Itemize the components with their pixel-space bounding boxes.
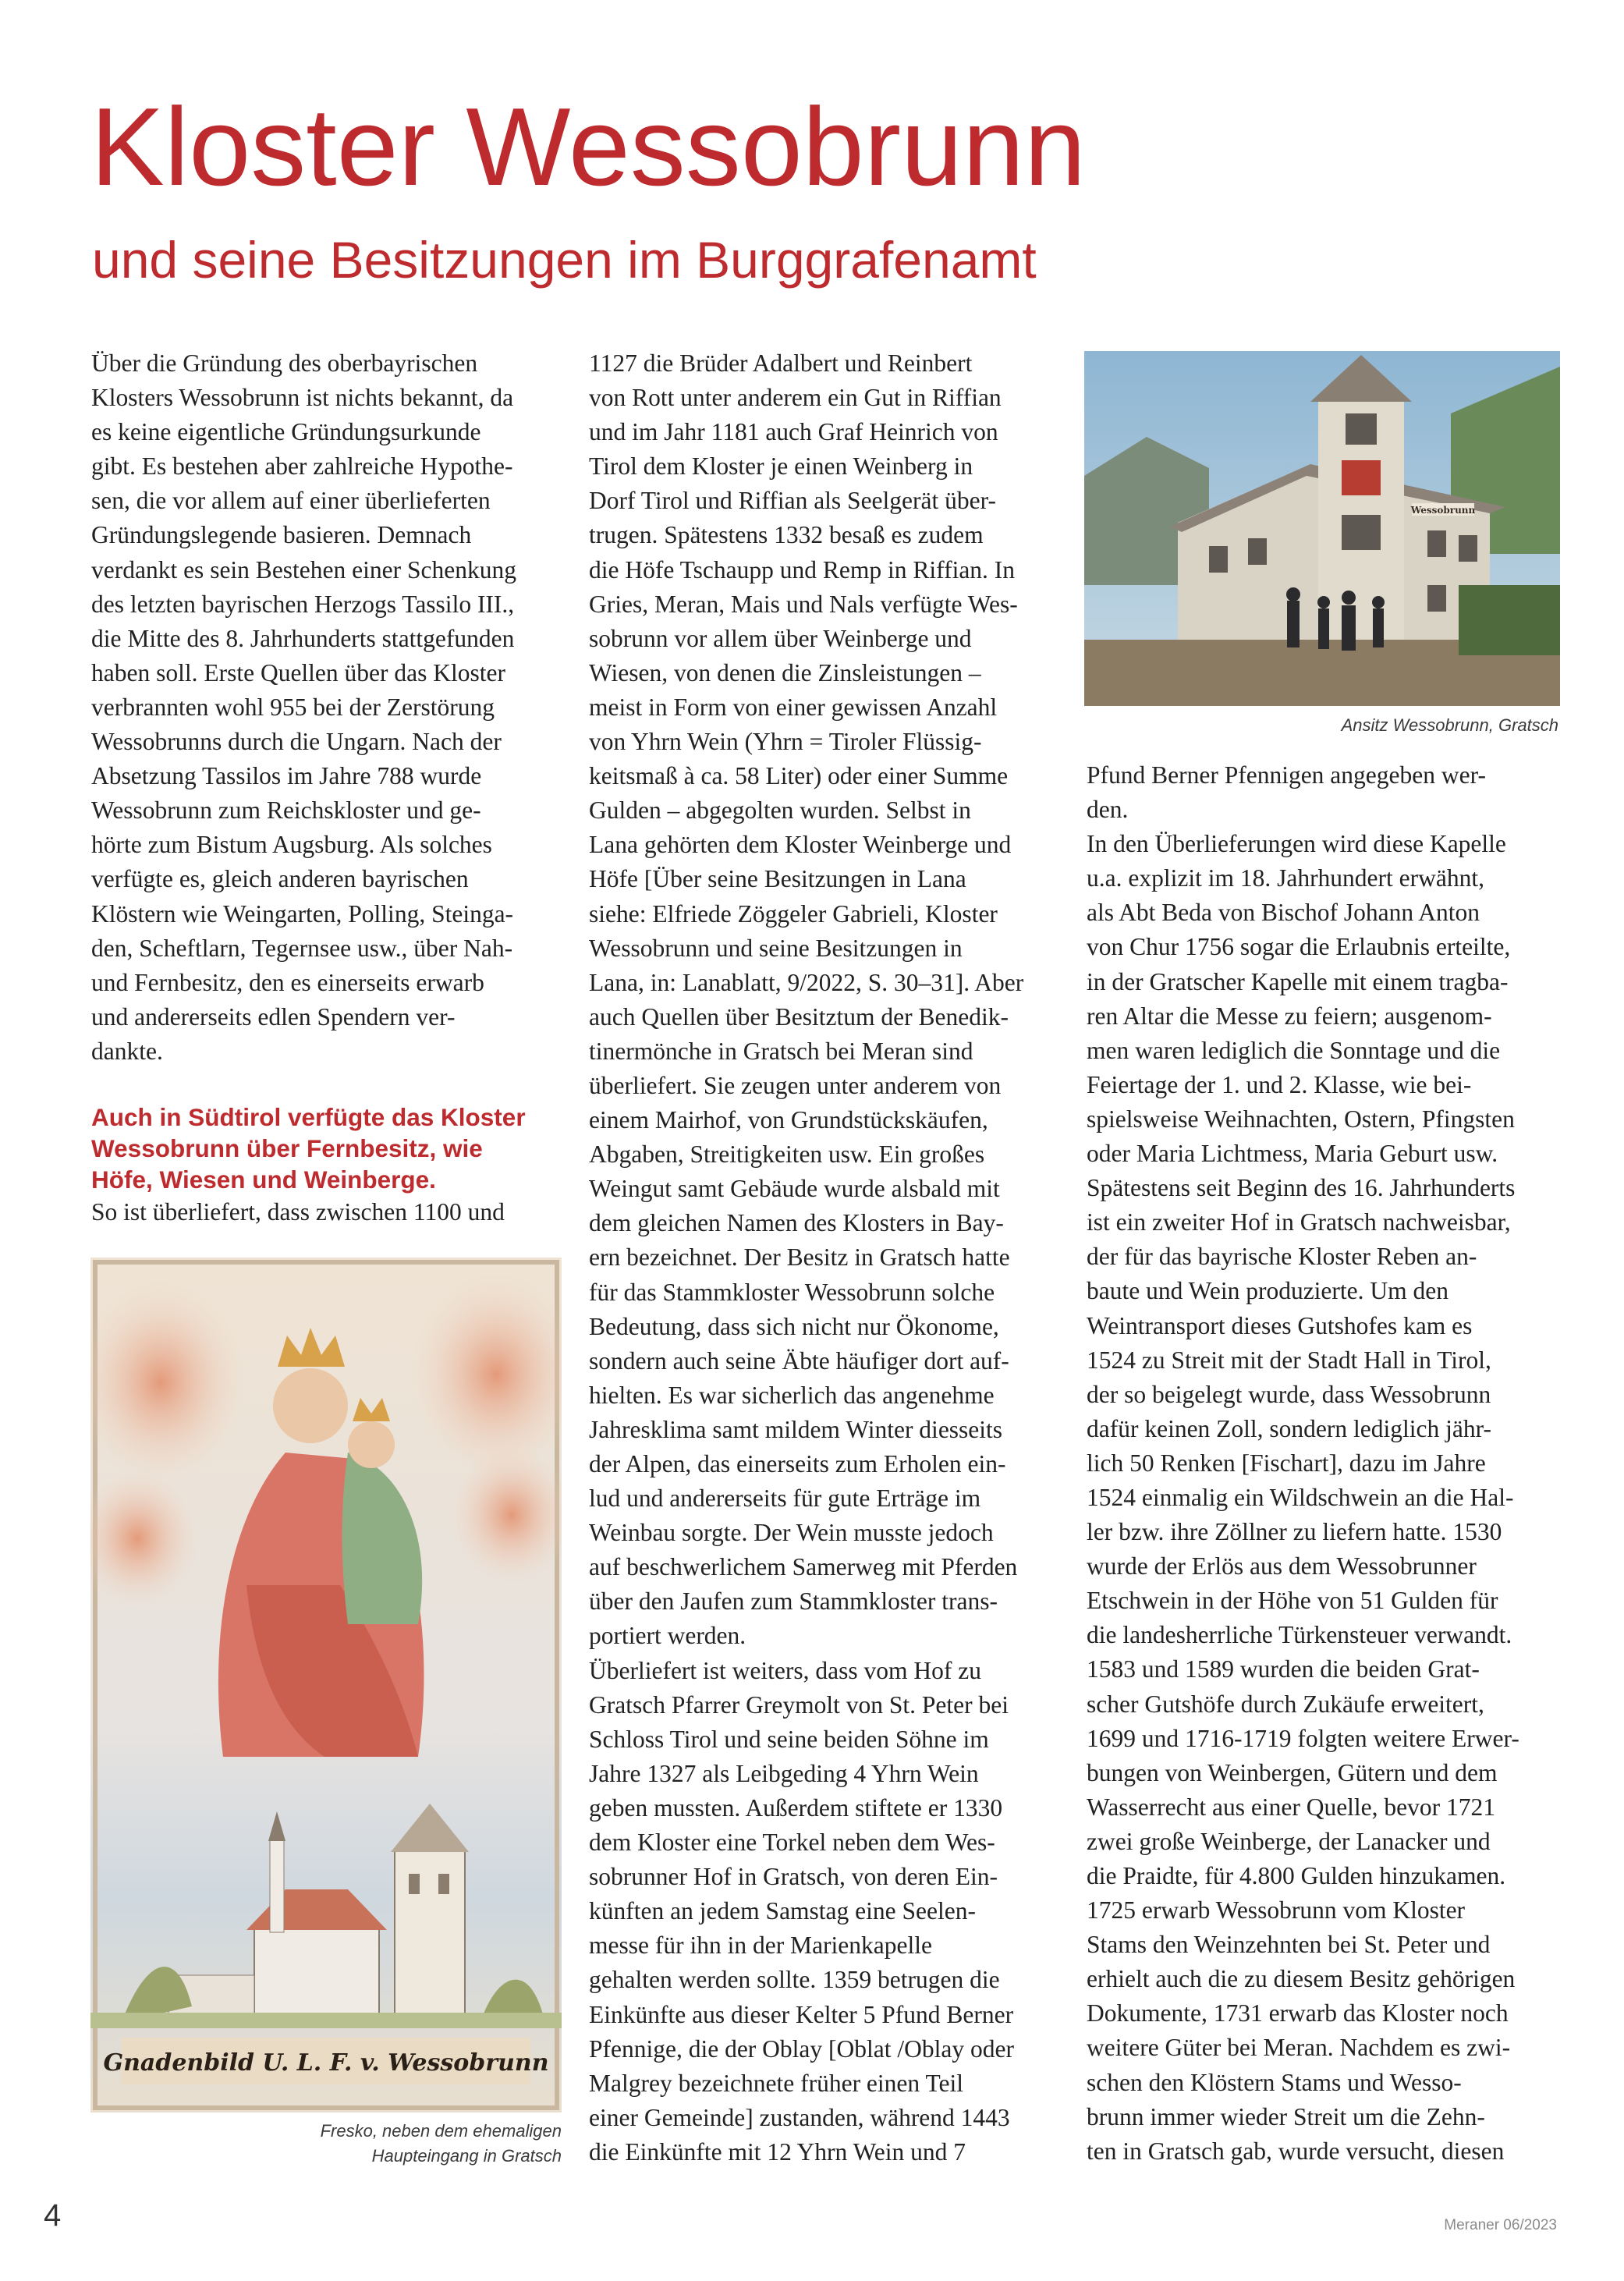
text-line: sobrunn vor allem über Weinberge und	[589, 624, 972, 652]
text-line: So ist überliefert, dass zwischen 1100 und	[91, 1197, 505, 1226]
text-line: die Mitte des 8. Jahrhunderts stattgefunden	[91, 624, 515, 652]
text-line: Spätestens seit Beginn des 16. Jahrhunderts	[1087, 1174, 1516, 1202]
text-line: die Einkünfte mit 12 Yhrn Wein und 7	[589, 2137, 966, 2166]
fresco-image	[90, 1258, 562, 2112]
text-line: sondern auch seine Äbte häufiger dort auf-	[589, 1346, 1009, 1375]
text-line: Über die Gründung des oberbayrischen	[91, 349, 478, 377]
text-line: von Yhrn Wein (Yhrn = Tiroler Flüssig-	[589, 728, 982, 756]
fresco-inscription: Gnadenbild U. L. F. v. Wessobrunn	[103, 2049, 549, 2077]
text-line: auch Quellen über Besitztum der Benedik-	[589, 1002, 1009, 1031]
paragraph	[91, 1195, 559, 1229]
text-line: Wessobrunn und seine Besitzungen in	[589, 934, 963, 962]
text-line: die Praidte, für 4.800 Gulden hinzukamen.	[1087, 1862, 1506, 1889]
text-line: messe für ihn in der Marienkapelle	[589, 1932, 932, 1960]
text-line: Weintransport dieses Gutshofes kam es	[1087, 1311, 1473, 1339]
text-line: Wessobrunn über Fernbesitz, wie	[91, 1133, 483, 1162]
text-line: men waren lediglich die Sonntage und die	[1087, 1036, 1501, 1064]
text-line: dankte.	[91, 1037, 163, 1065]
text-line: bungen von Weinbergen, Gütern und dem	[1087, 1758, 1498, 1786]
text-line: u.a. explizit im 18. Jahrhundert erwähnt,	[1087, 864, 1484, 892]
text-line: Klosters Wessobrunn ist nichts bekannt, da	[91, 384, 514, 412]
section-subheading	[91, 1101, 559, 1195]
text-line: dem gleichen Namen des Klosters in Bay-	[589, 1209, 1004, 1237]
text-line: Feiertage der 1. und 2. Klasse, wie bei-	[1087, 1070, 1472, 1098]
text-line: Lana gehörten dem Kloster Weinberge und	[589, 831, 1012, 859]
text-line: Lana, in: Lanablatt, 9/2022, S. 30–31]. Aber	[589, 968, 1024, 996]
text-line: und Fernbesitz, den es einerseits erwarb	[91, 968, 484, 996]
text-line: Weingut samt Gebäude wurde alsbald mit	[589, 1175, 1000, 1203]
text-line: künften an jedem Samstag eine Seelen-	[589, 1897, 976, 1925]
text-column-1	[91, 346, 559, 1229]
house-caption: Ansitz Wessobrunn, Gratsch	[1341, 715, 1558, 735]
text-line: lud und andererseits für gute Erträge im	[589, 1485, 981, 1513]
text-line: und andererseits edlen Spendern ver-	[91, 1002, 456, 1031]
text-line: überliefert. Sie zeugen unter anderem von	[589, 1071, 1002, 1099]
text-line: ten in Gratsch gab, wurde versucht, diesen	[1087, 2137, 1505, 2165]
text-line: Jahre 1327 als Leibgeding 4 Yhrn Wein	[589, 1759, 979, 1787]
text-line: schen den Klöstern Stams und Wesso-	[1087, 2068, 1462, 2096]
text-line: die landesherrliche Türkensteuer verwandt.	[1087, 1621, 1512, 1649]
house-photo	[1084, 351, 1560, 706]
text-line: hörte zum Bistum Augsburg. Als solches	[91, 831, 492, 859]
text-line: Gründungslegende basieren. Demnach	[91, 521, 472, 549]
text-line: Einkünfte aus dieser Kelter 5 Pfund Berner	[589, 2000, 1014, 2028]
text-line: Etschwein in der Höhe von 51 Gulden für	[1087, 1587, 1498, 1615]
text-line: der so beigelegt wurde, dass Wessobrunn	[1087, 1380, 1491, 1408]
text-line: Abgaben, Streitigkeiten usw. Ein großes	[589, 1140, 985, 1169]
paragraph	[589, 1654, 1057, 2169]
text-line: lich 50 Renken [Fischart], dazu im Jahre	[1087, 1449, 1486, 1477]
text-line: portiert werden.	[589, 1622, 746, 1650]
paragraph	[91, 346, 559, 1069]
text-line: In den Überlieferungen wird diese Kapelle	[1087, 830, 1506, 858]
article-title: Kloster Wessobrunn	[90, 85, 1086, 209]
text-line: ern bezeichnet. Der Besitz in Gratsch hatte	[589, 1243, 1010, 1272]
fresco-caption: Fresko, neben dem ehemaligen Haupteingang in Gratsch	[320, 2121, 562, 2166]
text-line: hielten. Es war sicherlich das angenehme	[589, 1381, 995, 1409]
text-line: erhielt auch die zu diesem Besitz gehörigen	[1087, 1965, 1516, 1993]
text-line: der Alpen, das einerseits zum Erholen ein-	[589, 1450, 1006, 1478]
text-line: die Höfe Tschaupp und Remp in Riffian. In	[589, 555, 1016, 584]
text-line: auf beschwerlichem Samerweg mit Pferden	[589, 1553, 1018, 1581]
text-line: Bedeutung, dass sich nicht nur Ökonome,	[589, 1312, 999, 1340]
text-line: verfügte es, gleich anderen bayrischen	[91, 865, 469, 893]
text-line: und im Jahr 1181 auch Graf Heinrich von	[589, 418, 998, 446]
text-line: dafür keinen Zoll, sondern lediglich jähr-	[1087, 1414, 1491, 1442]
text-line: Auch in Südtirol verfügte das Kloster	[91, 1102, 526, 1131]
text-line: Klöstern wie Weingarten, Polling, Steinga-	[91, 899, 514, 928]
text-line: gibt. Es bestehen aber zahlreiche Hypothe-	[91, 452, 513, 481]
text-line: Jahresklima samt mildem Winter diesseits	[589, 1415, 1003, 1443]
text-line: oder Maria Lichtmess, Maria Geburt usw.	[1087, 1140, 1498, 1168]
text-line: der für das bayrische Kloster Reben an-	[1087, 1243, 1477, 1271]
text-line: den.	[1087, 796, 1129, 824]
text-line: Tirol dem Kloster je einen Weinberg in	[589, 452, 973, 481]
paragraph	[1087, 827, 1555, 2169]
text-line: Absetzung Tassilos im Jahre 788 wurde	[91, 762, 482, 790]
text-column-3	[1087, 758, 1555, 2169]
text-line: weitere Güter bei Meran. Nachdem es zwi-	[1087, 2034, 1511, 2062]
text-line: trugen. Spätestens 1332 besaß es zudem	[589, 521, 984, 549]
text-line: 1699 und 1716-1719 folgten weitere Erwer-	[1087, 1724, 1519, 1752]
text-line: gehalten werden sollte. 1359 betrugen die	[589, 1966, 1000, 1994]
text-line: des letzten bayrischen Herzogs Tassilo III.,	[91, 590, 515, 618]
text-line: scher Gutshöfe durch Zukäufe erweitert,	[1087, 1690, 1484, 1718]
text-line: Wessobrunns durch die Ungarn. Nach der	[91, 728, 502, 756]
text-line: für das Stammkloster Wessobrunn solche	[589, 1278, 995, 1306]
text-line: Wasserrecht aus einer Quelle, bevor 1721	[1087, 1793, 1496, 1821]
text-line: 1583 und 1589 wurden die beiden Grat-	[1087, 1655, 1480, 1683]
text-line: verbrannten wohl 955 bei der Zerstörung	[91, 693, 495, 721]
text-line: 1725 erwarb Wessobrunn vom Kloster	[1087, 1896, 1466, 1924]
text-line: in der Gratscher Kapelle mit einem tragba-	[1087, 967, 1509, 995]
text-line: 1524 zu Streit mit der Stadt Hall in Tirol,	[1087, 1346, 1491, 1374]
text-line: wurde der Erlös aus dem Wessobrunner	[1087, 1552, 1477, 1580]
text-line: haben soll. Erste Quellen über das Kloster	[91, 658, 505, 686]
text-line: als Abt Beda von Bischof Johann Anton	[1087, 899, 1480, 927]
text-line: brunn immer wieder Streit um die Zehn-	[1087, 2102, 1485, 2130]
text-line: sobrunner Hof in Gratsch, von deren Ein-	[589, 1863, 998, 1891]
text-line: Gratsch Pfarrer Greymolt von St. Peter bei	[589, 1690, 1009, 1719]
text-line: Wiesen, von denen die Zinsleistungen –	[589, 658, 981, 686]
text-line: 1524 einmalig ein Wildschwein an die Hal-	[1087, 1483, 1514, 1511]
text-line: Pfennige, die der Oblay [Oblat /Oblay oder	[589, 2034, 1014, 2063]
paragraph	[589, 346, 1057, 1654]
text-line: Gries, Meran, Mais und Nals verfügte Wes-	[589, 590, 1018, 618]
text-line: von Rott unter anderem ein Gut in Riffian	[589, 384, 1002, 412]
text-line: sen, die vor allem auf einer überlieferten	[91, 487, 491, 515]
text-line: Dorf Tirol und Riffian als Seelgerät über-	[589, 487, 996, 515]
text-line: ren Altar die Messe zu feiern; ausgenom-	[1087, 1002, 1492, 1030]
paragraph	[1087, 758, 1555, 827]
text-line: Schloss Tirol und seine beiden Söhne im	[589, 1725, 989, 1753]
article-subtitle: und seine Besitzungen im Burggrafenamt	[92, 231, 1037, 289]
text-line: Malgrey bezeichnete früher einen Teil	[589, 2069, 963, 2097]
text-line: Höfe [Über seine Besitzungen in Lana	[589, 865, 966, 893]
text-line: über den Jaufen zum Stammkloster trans-	[589, 1587, 998, 1616]
text-line: Dokumente, 1731 erwarb das Kloster noch	[1087, 1999, 1509, 2027]
text-line: tinermönche in Gratsch bei Meran sind	[589, 1037, 973, 1065]
text-line: meist in Form von einer gewissen Anzahl	[589, 693, 998, 721]
text-line: Höfe, Wiesen und Weinberge.	[91, 1165, 436, 1194]
text-column-2	[589, 346, 1057, 2169]
text-line: zwei große Weinberge, der Lanacker und	[1087, 1827, 1491, 1855]
text-line: baute und Wein produzierte. Um den	[1087, 1277, 1448, 1305]
text-line: verdankt es sein Bestehen einer Schenkung	[91, 555, 516, 584]
text-line: keitsmaß à ca. 58 Liter) oder einer Summe	[589, 762, 1009, 790]
text-line: ist ein zweiter Hof in Gratsch nachweisbar,	[1087, 1208, 1511, 1236]
text-line: einer Gemeinde] zustanden, während 1443	[589, 2103, 1010, 2131]
text-line: ler bzw. ihre Zöllner zu liefern hatte. 1530	[1087, 1518, 1502, 1546]
text-line: Weinbau sorgte. Der Wein musste jedoch	[589, 1519, 994, 1547]
text-line: dem Kloster eine Torkel neben dem Wes-	[589, 1829, 995, 1857]
text-line: spielsweise Weihnachten, Ostern, Pfingsten	[1087, 1105, 1515, 1133]
text-line: siehe: Elfriede Zöggeler Gabrieli, Kloster	[589, 899, 998, 928]
text-line: Gulden – abgegolten wurden. Selbst in	[589, 796, 971, 825]
text-line: Stams den Weinzehnten bei St. Peter und	[1087, 1931, 1491, 1959]
text-line: den, Scheftlarn, Tegernsee usw., über Nah-	[91, 934, 513, 962]
text-line: geben mussten. Außerdem stiftete er 1330	[589, 1793, 1003, 1822]
text-line: einem Mairhof, von Grundstückskäufen,	[589, 1106, 988, 1134]
text-line: 1127 die Brüder Adalbert und Reinbert	[589, 349, 973, 377]
text-line: Überliefert ist weiters, dass vom Hof zu	[589, 1656, 981, 1684]
text-line: von Chur 1756 sogar die Erlaubnis erteilte,	[1087, 933, 1511, 961]
house-sign: Wessobrunn	[1410, 505, 1476, 516]
issue-label: Meraner 06/2023	[1444, 2217, 1557, 2233]
page-number: 4	[44, 2198, 62, 2233]
text-line: Wessobrunn zum Reichskloster und ge-	[91, 796, 481, 825]
text-line: es keine eigentliche Gründungsurkunde	[91, 418, 481, 446]
text-line: Pfund Berner Pfennigen angegeben wer-	[1087, 761, 1486, 789]
